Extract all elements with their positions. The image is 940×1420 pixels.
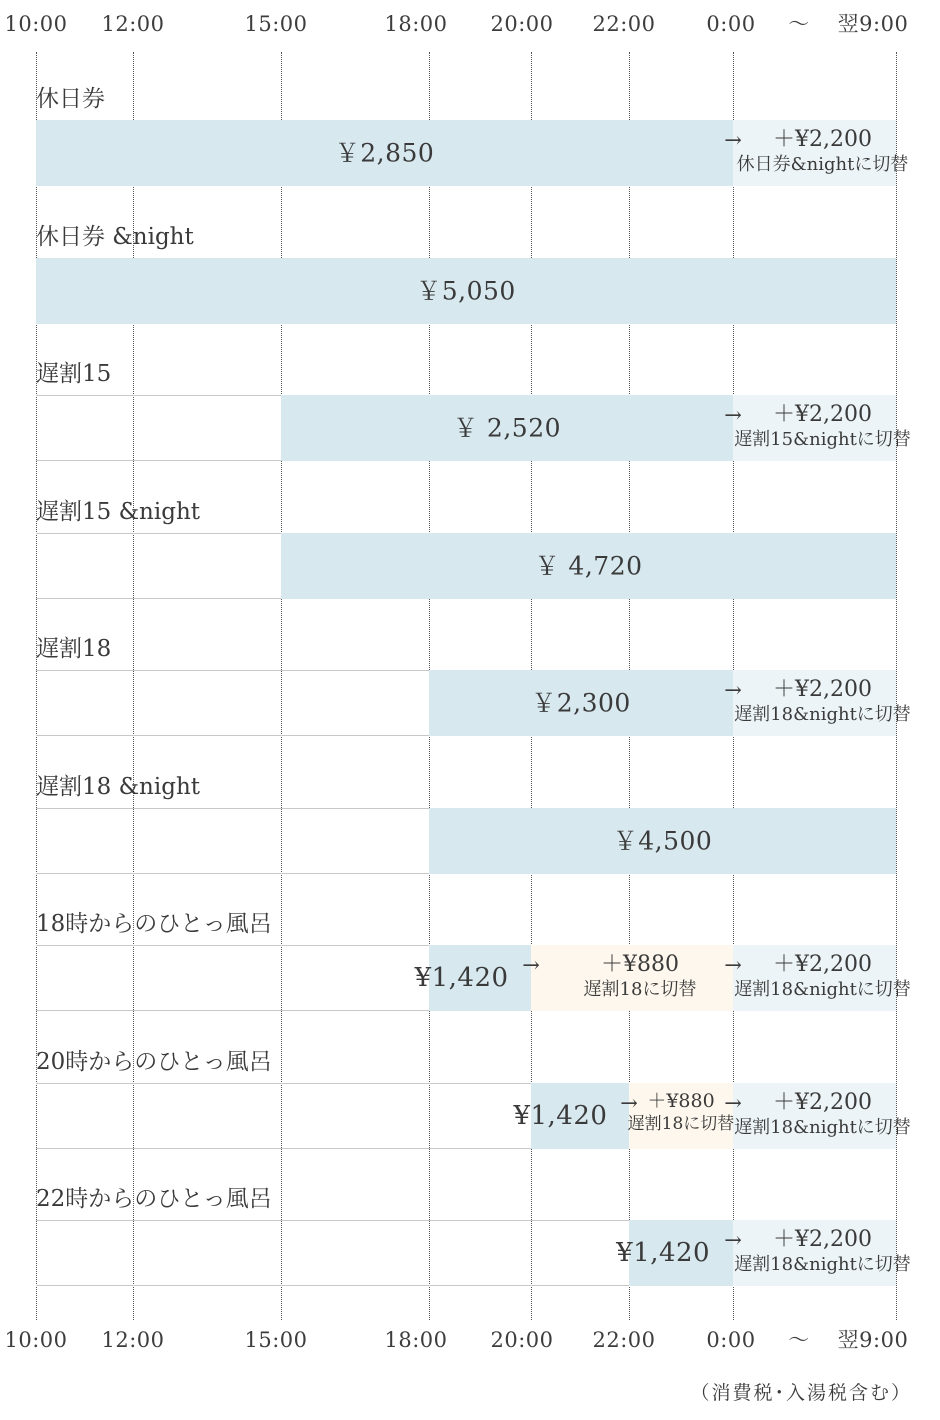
price-label: ¥1,420 (616, 1238, 711, 1268)
ticket-title: 18時からのひとっ風呂 (36, 911, 272, 937)
price-label: ¥1,420 (414, 963, 509, 993)
arrow-icon: → (724, 1228, 742, 1252)
ticket-title: 休日券 &night (36, 224, 194, 250)
upgrade-label (584, 954, 697, 999)
time-label-top: 10:00 (4, 12, 68, 36)
time-label-bottom: 22:00 (592, 1328, 656, 1352)
arrow-icon: → (724, 678, 742, 702)
arrow-icon: → (724, 1091, 742, 1115)
upgrade-note: 遅割18に切替 (583, 979, 697, 1000)
upgrade-label (628, 1092, 735, 1133)
time-label-bottom: 翌9:00 (837, 1328, 909, 1352)
time-label-top: 22:00 (592, 12, 656, 36)
price-label: ￥5,050 (416, 276, 516, 306)
time-label-bottom: ～ (788, 1328, 810, 1352)
upgrade-label (734, 404, 911, 449)
time-label-bottom: 12:00 (101, 1328, 165, 1352)
ticket-title: 遅割18 (36, 636, 112, 662)
upgrade-label (737, 129, 909, 174)
upgrade-amount: ＋¥2,200 (773, 1090, 872, 1115)
tax-footnote: （消費税･入湯税含む） (690, 1382, 912, 1404)
upgrade-label (734, 1092, 911, 1137)
upgrade-amount: ＋¥2,200 (773, 402, 872, 427)
ticket-title: 休日券 (36, 86, 105, 112)
ticket-title: 22時からのひとっ風呂 (36, 1186, 272, 1212)
time-label-top: 15:00 (244, 12, 308, 36)
time-label-top: 20:00 (490, 12, 554, 36)
time-label-top: 翌9:00 (837, 12, 909, 36)
time-label-top: 18:00 (384, 12, 448, 36)
price-label: ￥ 2,520 (452, 413, 562, 443)
price-label: ￥ 4,720 (534, 551, 643, 581)
time-label-top: ～ (788, 12, 810, 36)
arrow-icon: → (522, 953, 540, 977)
upgrade-note: 遅割18&nightに切替 (734, 979, 911, 1000)
time-label-bottom: 0:00 (706, 1328, 756, 1352)
ticket-title: 遅割18 &night (36, 774, 200, 800)
upgrade-amount: ＋¥2,200 (773, 127, 872, 152)
upgrade-label (734, 1229, 911, 1274)
time-label-top: 0:00 (706, 12, 756, 36)
arrow-icon: → (620, 1091, 638, 1115)
upgrade-amount: ＋¥880 (601, 952, 679, 977)
upgrade-amount: ＋¥2,200 (773, 677, 872, 702)
upgrade-note: 遅割18&nightに切替 (734, 704, 911, 725)
time-label-bottom: 18:00 (384, 1328, 448, 1352)
arrow-icon: → (724, 128, 742, 152)
ticket-title: 20時からのひとっ風呂 (36, 1049, 272, 1075)
price-label: ¥1,420 (513, 1101, 608, 1131)
upgrade-note: 遅割15&nightに切替 (734, 429, 911, 450)
upgrade-label (734, 679, 911, 724)
ticket-title: 遅割15 (36, 361, 112, 387)
time-label-top: 12:00 (101, 12, 165, 36)
ticket-title: 遅割15 &night (36, 499, 200, 525)
price-label: ￥2,300 (531, 688, 631, 718)
time-label-bottom: 10:00 (4, 1328, 68, 1352)
upgrade-amount: ＋¥880 (647, 1090, 715, 1112)
upgrade-note: 遅割18に切替 (627, 1114, 735, 1134)
upgrade-amount: ＋¥2,200 (773, 952, 872, 977)
arrow-icon: → (724, 953, 742, 977)
arrow-icon: → (724, 403, 742, 427)
upgrade-note: 遅割18&nightに切替 (734, 1254, 911, 1275)
price-label: ￥4,500 (612, 826, 713, 856)
price-label: ￥2,850 (334, 138, 435, 168)
upgrade-note: 遅割18&nightに切替 (734, 1117, 911, 1138)
upgrade-label (734, 954, 911, 999)
time-label-bottom: 15:00 (244, 1328, 308, 1352)
upgrade-note: 休日券&nightに切替 (736, 154, 909, 175)
upgrade-amount: ＋¥2,200 (773, 1227, 872, 1252)
time-label-bottom: 20:00 (490, 1328, 554, 1352)
